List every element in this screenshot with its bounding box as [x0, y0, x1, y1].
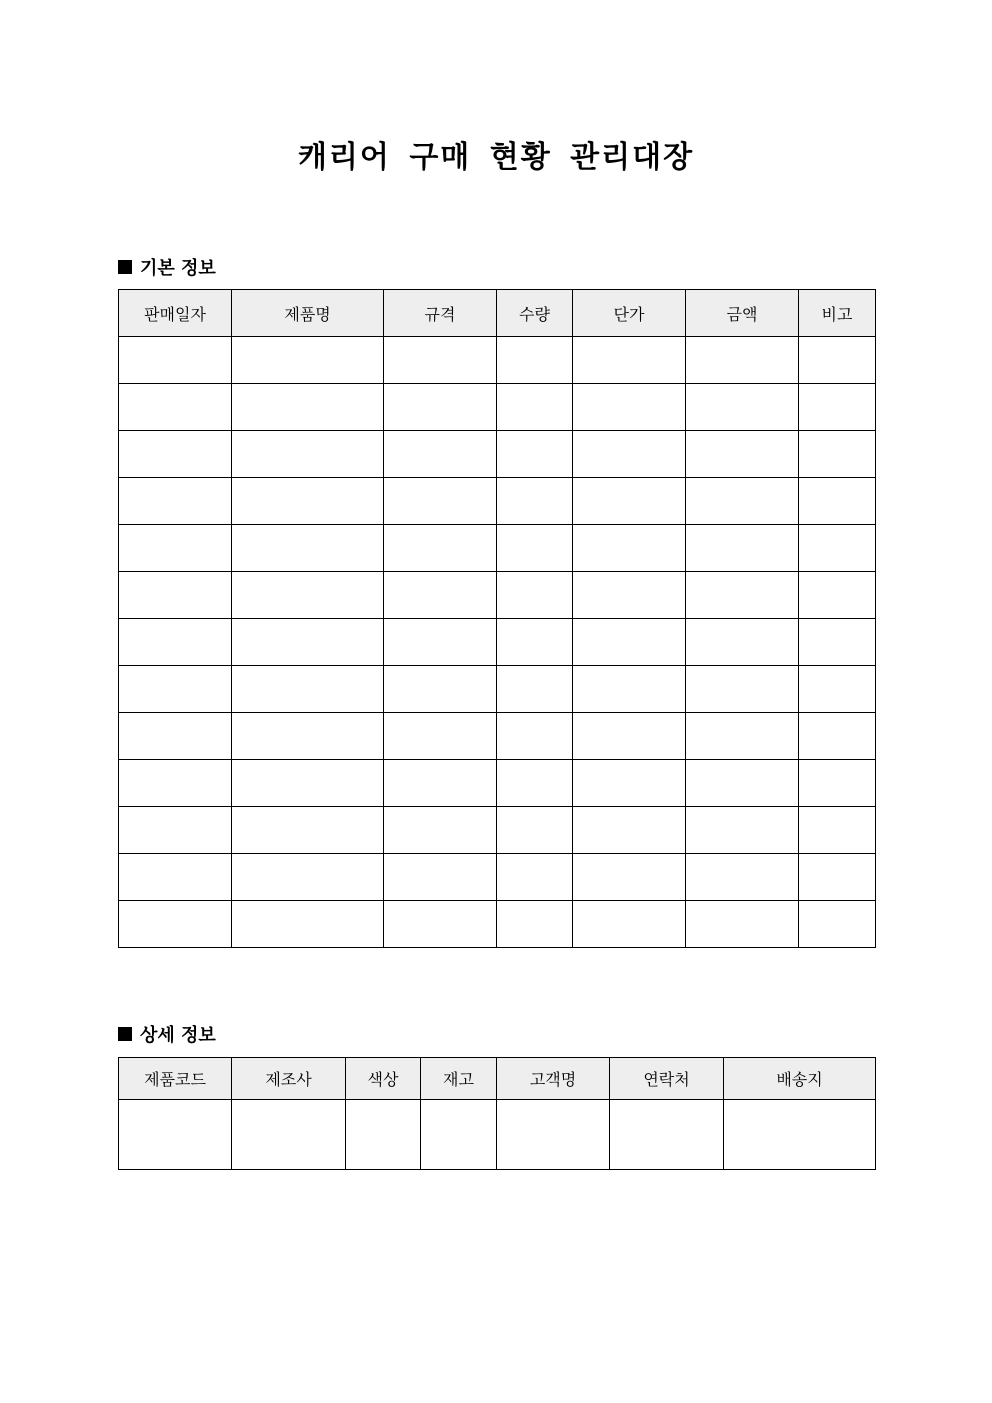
table-cell[interactable]: [799, 572, 876, 619]
table-row: [119, 666, 876, 713]
table-cell[interactable]: [686, 337, 799, 384]
table-cell[interactable]: [119, 666, 232, 713]
table-header-row: [119, 290, 876, 337]
detail-info-heading-label: 상세 정보: [140, 1025, 216, 1046]
table-cell[interactable]: [686, 807, 799, 854]
table-row: [119, 1100, 876, 1170]
table-cell[interactable]: [384, 431, 497, 478]
table-cell[interactable]: [384, 713, 497, 760]
table-cell[interactable]: [384, 619, 497, 666]
table-cell[interactable]: [610, 1100, 724, 1170]
table-cell[interactable]: [119, 619, 232, 666]
table-row: [119, 431, 876, 478]
table-cell[interactable]: [384, 384, 497, 431]
table-cell[interactable]: [686, 666, 799, 713]
table-cell[interactable]: [119, 901, 232, 948]
table-cell[interactable]: [573, 478, 686, 525]
table-cell[interactable]: [497, 384, 573, 431]
column-header-product-name: 제품명: [232, 290, 384, 337]
document-title: 캐리어 구매 현황 관리대장: [297, 140, 695, 175]
table-cell[interactable]: [573, 619, 686, 666]
table-cell[interactable]: [497, 807, 573, 854]
table-cell[interactable]: [686, 572, 799, 619]
column-header-amount: 금액: [686, 290, 799, 337]
table-cell[interactable]: [724, 1100, 876, 1170]
square-bullet-icon: [118, 1027, 132, 1041]
table-cell[interactable]: [497, 713, 573, 760]
table-cell[interactable]: [573, 713, 686, 760]
column-header-delivery-address: 배송지: [724, 1058, 876, 1100]
table-cell[interactable]: [799, 760, 876, 807]
column-header-color: 색상: [346, 1058, 421, 1100]
table-cell[interactable]: [421, 1100, 497, 1170]
table-cell[interactable]: [119, 1100, 232, 1170]
table-cell[interactable]: [497, 431, 573, 478]
column-header-remarks: 비고: [799, 290, 876, 337]
square-bullet-icon: [118, 260, 132, 274]
table-cell[interactable]: [497, 572, 573, 619]
table-cell[interactable]: [573, 854, 686, 901]
table-cell[interactable]: [799, 713, 876, 760]
table-cell[interactable]: [232, 384, 384, 431]
table-cell[interactable]: [573, 337, 686, 384]
table-cell[interactable]: [119, 572, 232, 619]
table-row: [119, 572, 876, 619]
table-cell[interactable]: [119, 760, 232, 807]
table-cell[interactable]: [384, 901, 497, 948]
table-cell[interactable]: [799, 431, 876, 478]
table-cell[interactable]: [497, 1100, 610, 1170]
column-header-spec: 규격: [384, 290, 497, 337]
table-row: [119, 901, 876, 948]
table-cell[interactable]: [573, 901, 686, 948]
table-cell[interactable]: [119, 431, 232, 478]
detail-info-table: [118, 1057, 876, 1170]
table-cell[interactable]: [686, 713, 799, 760]
table-cell[interactable]: [384, 525, 497, 572]
column-header-manufacturer: 제조사: [232, 1058, 346, 1100]
table-cell[interactable]: [232, 854, 384, 901]
table-row: [119, 713, 876, 760]
table-cell[interactable]: [232, 619, 384, 666]
table-cell[interactable]: [686, 619, 799, 666]
table-cell[interactable]: [232, 666, 384, 713]
table-cell[interactable]: [686, 901, 799, 948]
table-cell[interactable]: [686, 478, 799, 525]
table-cell[interactable]: [686, 384, 799, 431]
table-row: [119, 525, 876, 572]
table-cell[interactable]: [497, 760, 573, 807]
table-row: [119, 807, 876, 854]
table-cell[interactable]: [232, 713, 384, 760]
detail-info-heading: [118, 1021, 216, 1047]
column-header-customer-name: 고객명: [497, 1058, 610, 1100]
table-cell[interactable]: [799, 666, 876, 713]
table-cell[interactable]: [573, 525, 686, 572]
table-cell[interactable]: [232, 1100, 346, 1170]
table-cell[interactable]: [384, 854, 497, 901]
table-cell[interactable]: [232, 901, 384, 948]
table-cell[interactable]: [232, 760, 384, 807]
table-cell[interactable]: [573, 760, 686, 807]
table-row: [119, 384, 876, 431]
table-cell[interactable]: [573, 572, 686, 619]
table-cell[interactable]: [384, 807, 497, 854]
basic-info-heading-label: 기본 정보: [140, 258, 216, 279]
table-cell[interactable]: [799, 807, 876, 854]
table-cell[interactable]: [119, 713, 232, 760]
basic-info-heading: [118, 254, 216, 280]
table-cell[interactable]: [119, 478, 232, 525]
table-cell[interactable]: [799, 901, 876, 948]
table-cell[interactable]: [119, 807, 232, 854]
table-cell[interactable]: [686, 854, 799, 901]
table-cell[interactable]: [497, 666, 573, 713]
table-cell[interactable]: [799, 478, 876, 525]
column-header-stock: 재고: [421, 1058, 497, 1100]
table-cell[interactable]: [232, 478, 384, 525]
table-cell[interactable]: [232, 807, 384, 854]
table-cell[interactable]: [799, 337, 876, 384]
table-cell[interactable]: [232, 572, 384, 619]
table-cell[interactable]: [232, 431, 384, 478]
table-cell[interactable]: [799, 854, 876, 901]
basic-info-table: [118, 289, 876, 948]
table-cell[interactable]: [799, 384, 876, 431]
table-cell[interactable]: [346, 1100, 421, 1170]
table-cell[interactable]: [497, 337, 573, 384]
column-header-product-code: 제품코드: [119, 1058, 232, 1100]
table-cell[interactable]: [799, 525, 876, 572]
table-cell[interactable]: [497, 901, 573, 948]
table-cell[interactable]: [384, 760, 497, 807]
table-cell[interactable]: [573, 807, 686, 854]
table-cell[interactable]: [497, 854, 573, 901]
table-cell[interactable]: [384, 478, 497, 525]
table-cell[interactable]: [119, 337, 232, 384]
table-cell[interactable]: [686, 525, 799, 572]
table-cell[interactable]: [232, 337, 384, 384]
table-cell[interactable]: [119, 854, 232, 901]
table-cell[interactable]: [119, 384, 232, 431]
table-cell[interactable]: [384, 572, 497, 619]
column-header-sale-date: 판매일자: [119, 290, 232, 337]
table-cell[interactable]: [384, 337, 497, 384]
table-cell[interactable]: [497, 619, 573, 666]
table-row: [119, 760, 876, 807]
table-cell[interactable]: [686, 431, 799, 478]
table-cell[interactable]: [497, 478, 573, 525]
table-row: [119, 337, 876, 384]
table-cell[interactable]: [686, 760, 799, 807]
table-cell[interactable]: [573, 384, 686, 431]
table-cell[interactable]: [119, 525, 232, 572]
column-header-quantity: 수량: [497, 290, 573, 337]
table-header-row: [119, 1058, 876, 1100]
table-cell[interactable]: [573, 666, 686, 713]
table-row: [119, 619, 876, 666]
column-header-unit-price: 단가: [573, 290, 686, 337]
table-cell[interactable]: [384, 666, 497, 713]
column-header-contact: 연락처: [610, 1058, 724, 1100]
table-row: [119, 478, 876, 525]
table-cell[interactable]: [232, 525, 384, 572]
table-row: [119, 854, 876, 901]
table-cell[interactable]: [497, 525, 573, 572]
table-cell[interactable]: [573, 431, 686, 478]
table-cell[interactable]: [799, 619, 876, 666]
